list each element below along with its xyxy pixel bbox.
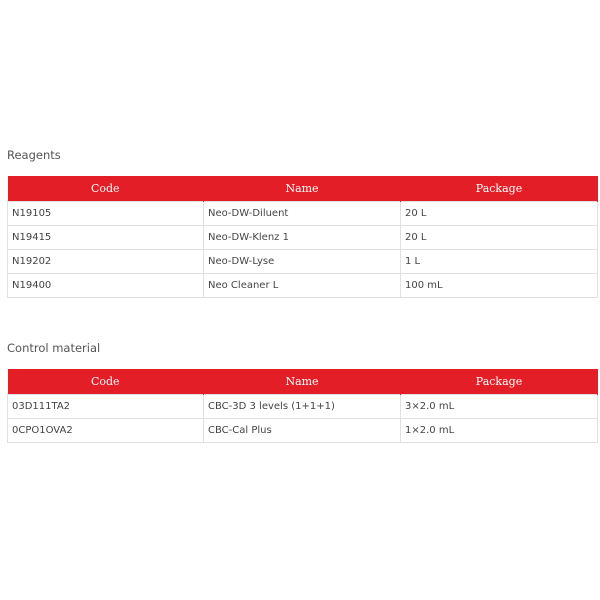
cell-code: N19202 xyxy=(8,250,204,274)
reagents-section xyxy=(7,147,597,298)
cell-package: 100 mL xyxy=(401,274,598,298)
cell-package: 1 L xyxy=(401,250,598,274)
cell-code: N19400 xyxy=(8,274,204,298)
table-row xyxy=(8,226,598,250)
table-row xyxy=(8,419,598,443)
cell-package: 20 L xyxy=(401,226,598,250)
reagents-title: Reagents xyxy=(7,148,61,162)
cell-name: CBC-3D 3 levels (1+1+1) xyxy=(204,395,401,419)
column-header-package: Package xyxy=(401,176,598,202)
cell-name: Neo-DW-Diluent xyxy=(204,202,401,226)
column-header-code: Code xyxy=(8,369,204,395)
cell-package: 1×2.0 mL xyxy=(401,419,598,443)
cell-code: 03D111TA2 xyxy=(8,395,204,419)
cell-package: 20 L xyxy=(401,202,598,226)
column-header-code: Code xyxy=(8,176,204,202)
column-header-name: Name xyxy=(204,176,401,202)
table-row xyxy=(8,250,598,274)
column-header-name: Name xyxy=(204,369,401,395)
control-material-title: Control material xyxy=(7,341,101,355)
table-header-row xyxy=(8,176,598,202)
cell-code: N19105 xyxy=(8,202,204,226)
cell-code: 0CPO1OVA2 xyxy=(8,419,204,443)
control-material-section xyxy=(7,340,597,443)
table-row xyxy=(8,274,598,298)
control-material-table xyxy=(7,369,598,443)
reagents-table xyxy=(7,176,598,298)
cell-name: Neo Cleaner L xyxy=(204,274,401,298)
table-row xyxy=(8,395,598,419)
cell-name: Neo-DW-Lyse xyxy=(204,250,401,274)
table-row xyxy=(8,202,598,226)
cell-code: N19415 xyxy=(8,226,204,250)
cell-package: 3×2.0 mL xyxy=(401,395,598,419)
table-header-row xyxy=(8,369,598,395)
column-header-package: Package xyxy=(401,369,598,395)
cell-name: CBC-Cal Plus xyxy=(204,419,401,443)
cell-name: Neo-DW-Klenz 1 xyxy=(204,226,401,250)
